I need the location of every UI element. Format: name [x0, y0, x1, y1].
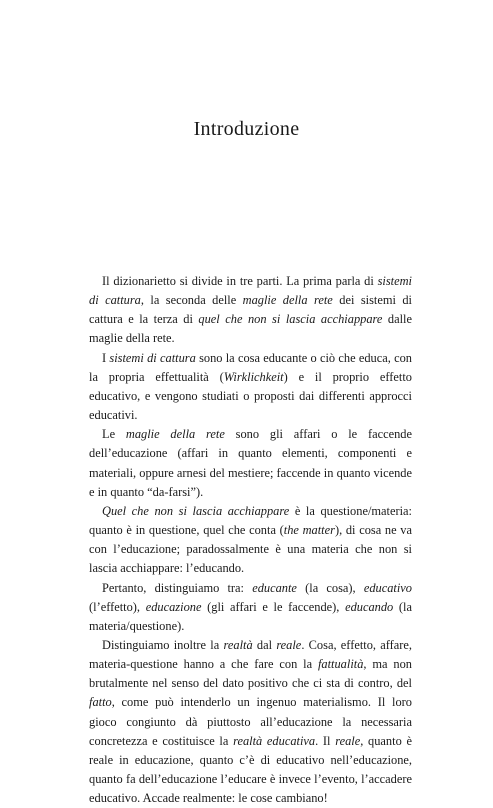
chapter-title: Introduzione: [193, 118, 300, 140]
italic-text: maglie della rete: [242, 293, 333, 308]
italic-text: maglie della rete: [125, 427, 225, 442]
text-run: è la questione/materia: quanto è in questione, quel che conta (: [89, 503, 412, 538]
text-run: (la cosa),: [296, 580, 364, 595]
text-run: (gli affari e le faccende),: [201, 599, 346, 614]
text-run: ) e il proprio effetto educativo, e vengono studiati o proposti dai differenti approcci educativi.: [89, 369, 412, 423]
paragraph: [89, 272, 412, 349]
text-run: Pertanto, distinguiamo tra:: [102, 580, 253, 595]
text-run: , la seconda delle: [140, 293, 243, 308]
italic-text: quel che non si lascia acchiappare: [198, 312, 383, 327]
text-run: (la materia/questione).: [89, 599, 413, 633]
text-run: , come può intenderlo un ingenuo materialismo. Il loro gioco congiunto dà piuttosto all’educazione la necessaria concretezza e costituisce la: [89, 695, 412, 748]
text-run: Il dizionarietto si divide in tre parti. La prima parla di: [102, 274, 378, 288]
italic-text: educazione: [145, 599, 202, 614]
italic-text: sistemi di cattura: [109, 350, 196, 365]
text-run: Le: [102, 427, 126, 442]
italic-text: the matter: [283, 523, 335, 538]
text-run: I: [102, 350, 110, 365]
italic-text: fattualità: [317, 657, 364, 672]
text-run: dei sistemi di cattura e la terza di: [89, 293, 412, 327]
italic-text: reale: [276, 637, 302, 652]
paragraph: [89, 579, 412, 636]
italic-text: educando: [345, 599, 394, 614]
text-run: Distinguiamo inoltre la: [102, 637, 224, 652]
paragraph: [89, 502, 412, 579]
italic-text: educativo: [363, 580, 412, 595]
italic-text: sistemi di cattura: [89, 274, 412, 308]
italic-text: Wirklichkeit: [223, 369, 284, 384]
text-run: sono la cosa educante o ciò che educa, con la propria effettualità (: [89, 350, 412, 384]
italic-text: realtà: [223, 637, 253, 652]
text-run: , quanto è reale in educazione, quanto c’è di educativo nell’educazione, quanto fa dell’educazione l’educare è invece l’evento, l’accadere educativo. Accade realmente: le cose cambiano!: [89, 733, 412, 806]
text-run: dalle maglie della rete.: [89, 312, 412, 346]
italic-text: realtà educativa: [233, 733, 316, 748]
italic-text: educante: [252, 580, 297, 595]
body-text: [89, 272, 412, 808]
text-run: . Il: [315, 733, 336, 748]
text-run: ), di cosa ne va con l’educazione; paradossalmente è una materia che non si lascia acchiappare: l’educando.: [89, 523, 412, 576]
paragraph: [89, 636, 412, 808]
text-run: sono gli affari o le faccende dell’educazione (affari in quanto elementi, componenti e materiali, oppure arnesi del mestiere; faccende in quanto vicende e in quanto “da-farsi”).: [89, 427, 412, 499]
paragraph: [89, 425, 412, 502]
text-run: (l’effetto),: [89, 599, 146, 614]
italic-text: fatto: [89, 695, 112, 710]
paragraph: [89, 349, 412, 426]
italic-text: Quel che non si lascia acchiappare: [102, 503, 290, 518]
text-run: dal: [252, 637, 277, 652]
italic-text: reale: [335, 733, 361, 748]
text-run: . Cosa, effetto, affare, materia-questione hanno a che fare con la: [89, 637, 413, 672]
text-run: , ma non brutalmente nel senso del dato positivo che ci sta di contro, del: [89, 657, 412, 691]
